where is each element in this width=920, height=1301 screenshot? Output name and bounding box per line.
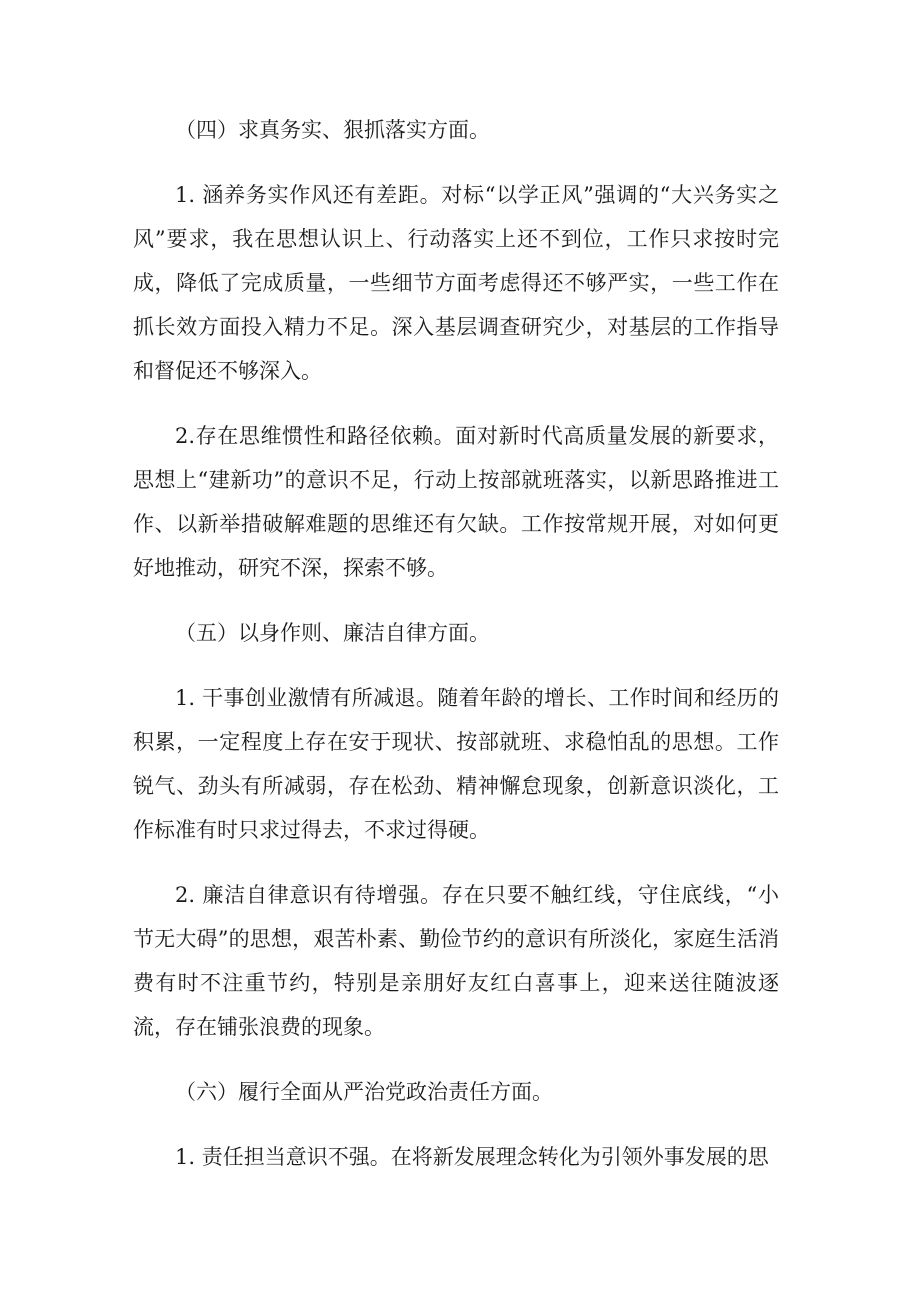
section-heading-5: （五）以身作则、廉洁自律方面。 <box>175 621 490 645</box>
section-heading-6: （六）履行全面从严治党政治责任方面。 <box>175 1080 553 1104</box>
paragraph-5-1: 1. 干事创业激情有所减退。随着年龄的增长、工作时间和经历的积累，一定程度上存在安于现状、按部就班、求稳怕乱的思想。工作锐气、劲头有所减弱，存在松劲、精神懈怠现象，创新意识淡化，工作标准有时只求过得去，不求过得硬。 <box>133 686 779 842</box>
paragraph-6-1: 1. 责任担当意识不强。在将新发展理念转化为引领外事发展的思 <box>175 1145 769 1169</box>
section-heading-4: （四）求真务实、狠抓落实方面。 <box>175 118 490 142</box>
document-body <box>133 108 779 1200</box>
paragraph-5-2: 2. 廉洁自律意识有待增强。存在只要不触红线，守住底线，“小节无大碍”的思想，艰苦朴素、勤俭节约的意识有所淡化，家庭生活消费有时不注重节约，特别是亲朋好友红白喜事上，迎来送往随波逐流，存在铺张浪费的现象。 <box>133 883 779 1039</box>
paragraph-4-2: 2.存在思维惯性和路径依赖。面对新时代高质量发展的新要求，思想上“建新功”的意识不足，行动上按部就班落实，以新思路推进工作、以新举措破解难题的思维还有欠缺。工作按常规开展，对如何更好地推动，研究不深，探索不够。 <box>133 424 779 580</box>
paragraph-4-1: 1. 涵养务实作风还有差距。对标“以学正风”强调的“大兴务实之风”要求，我在思想认识上、行动落实上还不到位，工作只求按时完成，降低了完成质量，一些细节方面考虑得还不够严实，一些工作在抓长效方面投入精力不足。深入基层调查研究少，对基层的工作指导和督促还不够深入。 <box>133 183 779 383</box>
